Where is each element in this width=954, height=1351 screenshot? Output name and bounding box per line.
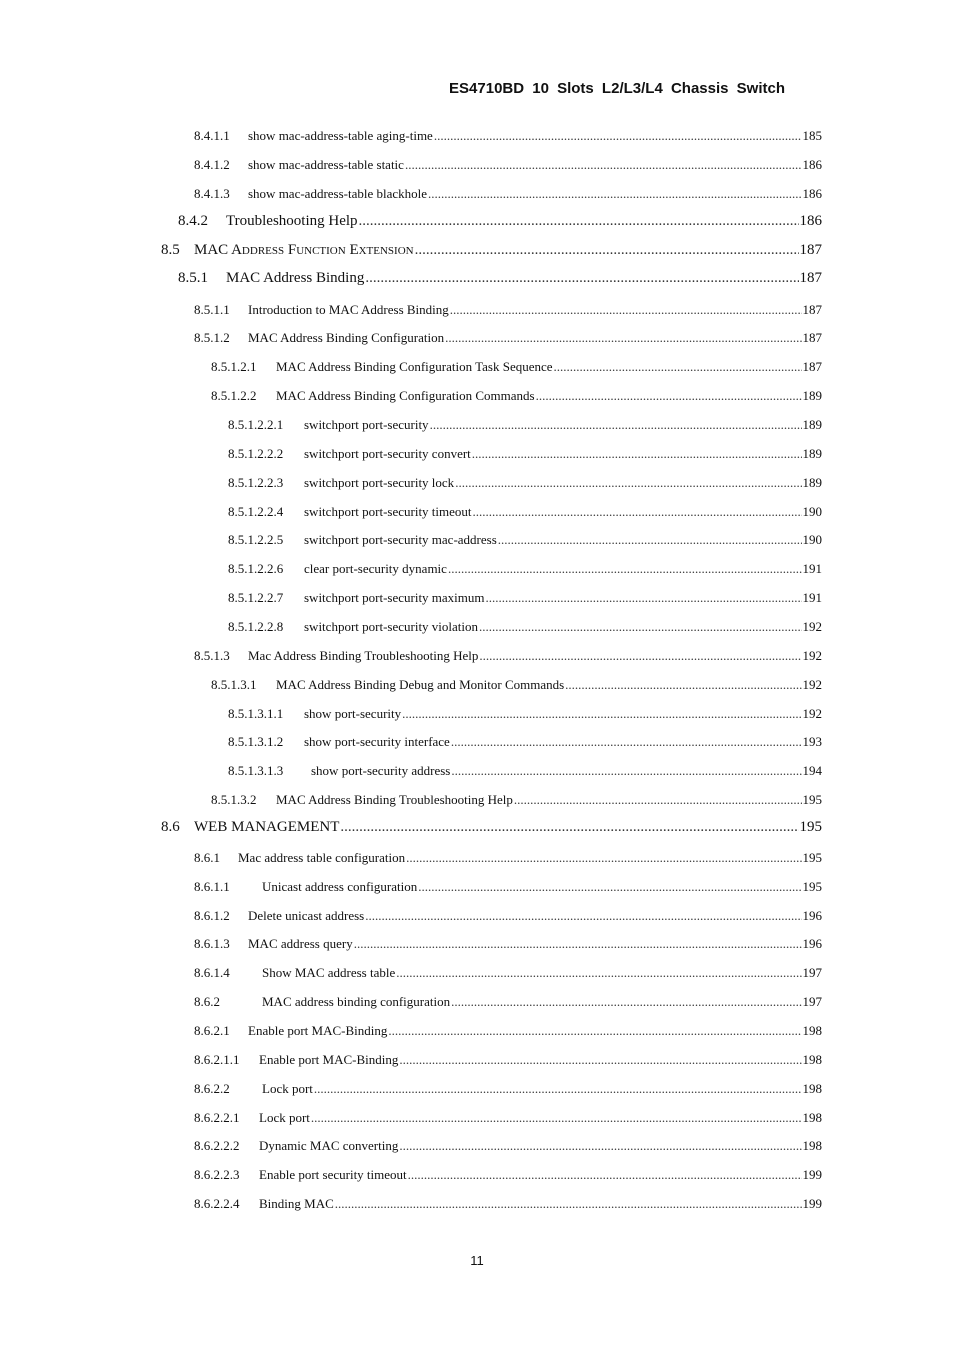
- toc-entry[interactable]: [194, 648, 822, 664]
- toc-entry-title: Mac address table configuration: [238, 850, 406, 865]
- toc-dot-leader: [472, 446, 802, 462]
- toc-entry[interactable]: [194, 157, 822, 173]
- toc-entry-title: Mac Address Binding Troubleshooting Help: [248, 648, 479, 663]
- toc-entry[interactable]: [194, 330, 822, 346]
- toc-entry-number: 8.5.1.3.1.1: [228, 706, 284, 721]
- toc-entry-title: MAC Address Binding Configuration: [248, 330, 445, 345]
- toc-entry-title: Enable port MAC-Binding: [248, 1023, 388, 1038]
- toc-entry-page: 186: [802, 157, 822, 172]
- toc-entry-number: 8.4.1.1: [194, 128, 230, 143]
- toc-entry-title: switchport port-security maximum: [304, 590, 485, 605]
- toc-entry[interactable]: [194, 965, 822, 981]
- toc-entry-page: 195: [799, 819, 822, 835]
- toc-entry-title: WEB MANAGEMENT: [194, 819, 340, 835]
- toc-entry-title: Delete unicast address: [248, 908, 365, 923]
- toc-dot-leader: [445, 330, 801, 346]
- toc-entry-title: show port-security address: [311, 763, 451, 778]
- toc-entry[interactable]: [194, 879, 822, 895]
- toc-entry-page: 197: [802, 965, 822, 980]
- toc-entry-number: 8.6.2.2.3: [194, 1167, 240, 1182]
- toc-dot-leader: [406, 850, 801, 866]
- toc-entry-number: 8.6: [161, 819, 180, 835]
- toc-entry-number: 8.5.1.1: [194, 302, 230, 317]
- toc-entry-page: 191: [802, 590, 822, 605]
- toc-entry-title: Enable port security timeout: [259, 1167, 407, 1182]
- toc-entry-number: 8.6.1.1: [194, 879, 230, 894]
- toc-entry-page: 187: [802, 302, 822, 317]
- toc-entry[interactable]: [194, 302, 822, 318]
- toc-entry[interactable]: [211, 359, 822, 375]
- toc-entry[interactable]: [194, 1167, 822, 1183]
- toc-entry-number: 8.6.1.3: [194, 936, 230, 951]
- toc-entry-title: show mac-address-table aging-time: [248, 128, 433, 143]
- toc-entry[interactable]: [194, 994, 822, 1010]
- toc-dot-leader: [455, 475, 801, 491]
- toc-entry[interactable]: [194, 128, 822, 144]
- toc-entry-number: 8.5.1.3: [194, 648, 230, 663]
- toc-entry-page: 189: [802, 446, 822, 461]
- toc-entry-page: 198: [802, 1052, 822, 1067]
- toc-entry[interactable]: [161, 819, 822, 836]
- toc-dot-leader: [479, 648, 801, 664]
- toc-entry-page: 196: [802, 908, 822, 923]
- toc-entry-page: 185: [802, 128, 822, 143]
- toc-dot-leader: [365, 908, 801, 924]
- toc-entry[interactable]: [228, 763, 822, 779]
- toc-dot-leader: [434, 128, 802, 144]
- toc-entry-number: 8.5.1.3.1: [211, 677, 257, 692]
- toc-dot-leader: [450, 302, 802, 318]
- toc-dot-leader: [473, 504, 802, 520]
- toc-dot-leader: [399, 1138, 801, 1154]
- toc-entry-number: 8.6.2.2: [194, 1081, 230, 1096]
- toc-dot-leader: [451, 734, 802, 750]
- toc-entry[interactable]: [228, 734, 822, 750]
- toc-entry-number: 8.6.2.2.1: [194, 1110, 240, 1125]
- toc-entry-title: switchport port-security mac-address: [304, 532, 497, 547]
- toc-dot-leader: [479, 619, 801, 635]
- toc-dot-leader: [451, 994, 801, 1010]
- toc-entry-page: 193: [802, 734, 822, 749]
- toc-entry[interactable]: [194, 1081, 822, 1097]
- toc-dot-leader: [311, 1110, 802, 1126]
- toc-entry[interactable]: [228, 446, 822, 462]
- toc-entry-page: 186: [799, 213, 822, 229]
- toc-entry-number: 8.5.1.2.2.2: [228, 446, 284, 461]
- toc-entry[interactable]: [228, 619, 822, 635]
- toc-entry-number: 8.5.1.2.2.1: [228, 417, 284, 432]
- toc-entry-number: 8.6.2.1.1: [194, 1052, 240, 1067]
- toc-dot-leader: [418, 879, 801, 895]
- toc-entry-title: switchport port-security lock: [304, 475, 455, 490]
- toc-entry-title: Unicast address configuration: [262, 879, 418, 894]
- toc-entry-title: MAC address query: [248, 936, 353, 951]
- toc-entry[interactable]: [194, 1196, 822, 1212]
- toc-dot-leader: [554, 359, 802, 375]
- toc-entry-number: 8.6.2.2.4: [194, 1196, 240, 1211]
- toc-dot-leader: [514, 792, 802, 808]
- toc-entry-page: 196: [802, 936, 822, 951]
- toc-entry-page: 198: [802, 1023, 822, 1038]
- toc-entry-number: 8.5.1.2.1: [211, 359, 257, 374]
- toc-entry-number: 8.5.1.2.2: [211, 388, 257, 403]
- toc-entry[interactable]: [228, 561, 822, 577]
- toc-dot-leader: [359, 213, 799, 230]
- toc-dot-leader: [340, 819, 798, 836]
- toc-dot-leader: [415, 242, 799, 259]
- document-header: ES4710BD 10 Slots L2/L3/L4 Chassis Switch: [449, 80, 785, 97]
- toc-entry-number: 8.5.1.2.2.6: [228, 561, 284, 576]
- toc-entry-title: show port-security: [304, 706, 402, 721]
- toc-entry-page: 190: [802, 532, 822, 547]
- toc-entry-page: 192: [802, 648, 822, 663]
- toc-entry-page: 198: [802, 1138, 822, 1153]
- toc-entry[interactable]: [194, 1023, 822, 1039]
- toc-entry-number: 8.5.1: [178, 270, 208, 286]
- toc-entry-page: 195: [802, 879, 822, 894]
- toc-entry[interactable]: [178, 213, 822, 230]
- toc-entry-number: 8.5.1.3.1.3: [228, 763, 284, 778]
- toc-entry-title: clear port-security dynamic: [304, 561, 447, 576]
- toc-entry-number: 8.4.1.3: [194, 186, 230, 201]
- toc-entry-page: 190: [802, 504, 822, 519]
- toc-entry[interactable]: [178, 270, 822, 287]
- toc-entry[interactable]: [228, 504, 822, 520]
- toc-entry[interactable]: [228, 475, 822, 491]
- toc-entry[interactable]: [194, 936, 822, 952]
- toc-entry-number: 8.5.1.3.1.2: [228, 734, 284, 749]
- toc-entry-title: show mac-address-table static: [248, 157, 404, 172]
- toc-dot-leader: [408, 1167, 802, 1183]
- toc-entry-number: 8.5.1.2.2.8: [228, 619, 284, 634]
- toc-dot-leader: [430, 417, 802, 433]
- toc-entry-number: 8.5.1.2.2.4: [228, 504, 284, 519]
- toc-entry-number: 8.5.1.2: [194, 330, 230, 345]
- toc-entry-title: Lock port: [259, 1110, 310, 1125]
- toc-dot-leader: [335, 1196, 802, 1212]
- toc-entry-title: MAC Address Binding Debug and Monitor Commands: [276, 677, 565, 692]
- toc-entry-title: Show MAC address table: [262, 965, 396, 980]
- toc-entry[interactable]: [194, 1110, 822, 1126]
- toc-dot-leader: [314, 1081, 802, 1097]
- toc-entry-number: 8.6.2.1: [194, 1023, 230, 1038]
- toc-entry-page: 191: [802, 561, 822, 576]
- toc-dot-leader: [565, 677, 801, 693]
- toc-entry-number: 8.5.1.2.2.3: [228, 475, 284, 490]
- toc-entry-title: Lock port: [262, 1081, 313, 1096]
- toc-dot-leader: [498, 532, 802, 548]
- toc-entry[interactable]: [211, 388, 822, 404]
- toc-entry-title: MAC address binding configuration: [262, 994, 451, 1009]
- toc-entry-page: 187: [799, 270, 822, 286]
- toc-entry-number: 8.6.2.2.2: [194, 1138, 240, 1153]
- toc-dot-leader: [405, 157, 802, 173]
- toc-entry-number: 8.6.1.2: [194, 908, 230, 923]
- toc-entry-page: 187: [799, 242, 822, 258]
- toc-entry[interactable]: [211, 792, 822, 808]
- toc-entry-title: MAC Address Binding Configuration Commands: [276, 388, 535, 403]
- toc-entry-title: MAC Address Binding: [226, 270, 365, 286]
- toc-dot-leader: [428, 186, 801, 202]
- toc-entry-number: 8.5.1.2.2.7: [228, 590, 284, 605]
- toc-dot-leader: [396, 965, 801, 981]
- toc-entry-page: 192: [802, 677, 822, 692]
- toc-dot-leader: [486, 590, 802, 606]
- toc-dot-leader: [365, 270, 798, 287]
- toc-entry-page: 189: [802, 475, 822, 490]
- toc-entry[interactable]: [194, 1138, 822, 1154]
- toc-entry[interactable]: [194, 908, 822, 924]
- toc-entry-title: switchport port-security: [304, 417, 429, 432]
- toc-entry-title: switchport port-security convert: [304, 446, 471, 461]
- toc-entry-page: 198: [802, 1081, 822, 1096]
- toc-entry[interactable]: [161, 242, 822, 259]
- toc-entry-page: 199: [802, 1167, 822, 1182]
- toc-entry-page: 192: [802, 619, 822, 634]
- toc-entry-page: 192: [802, 706, 822, 721]
- toc-entry-number: 8.6.1.4: [194, 965, 230, 980]
- toc-entry-number: 8.5.1.3.2: [211, 792, 257, 807]
- toc-entry-page: 187: [802, 330, 822, 345]
- toc-entry-number: 8.4.1.2: [194, 157, 230, 172]
- toc-dot-leader: [399, 1052, 801, 1068]
- page-number: 11: [470, 1253, 484, 1268]
- toc-entry-title: Dynamic MAC converting: [259, 1138, 399, 1153]
- toc-entry-title: switchport port-security violation: [304, 619, 479, 634]
- toc-entry-page: 195: [802, 850, 822, 865]
- toc-entry-number: 8.6.2: [194, 994, 220, 1009]
- toc-dot-leader: [451, 763, 801, 779]
- toc-dot-leader: [402, 706, 801, 722]
- toc-entry[interactable]: [194, 850, 822, 866]
- toc-entry-title: Enable port MAC-Binding: [259, 1052, 399, 1067]
- toc-entry[interactable]: [194, 186, 822, 202]
- toc-entry-page: 194: [802, 763, 822, 778]
- toc-entry[interactable]: [194, 1052, 822, 1068]
- toc-entry-title: show port-security interface: [304, 734, 450, 749]
- toc-entry-title: MAC Address Function Extension: [194, 242, 414, 258]
- toc-entry-page: 187: [802, 359, 822, 374]
- toc-entry[interactable]: [228, 706, 822, 722]
- toc-entry[interactable]: [228, 590, 822, 606]
- toc-entry-page: 195: [802, 792, 822, 807]
- toc-entry-number: 8.5.1.2.2.5: [228, 532, 284, 547]
- toc-entry-page: 198: [802, 1110, 822, 1125]
- toc-entry-page: 189: [802, 417, 822, 432]
- toc-entry-number: 8.4.2: [178, 213, 208, 229]
- toc-entry-page: 189: [802, 388, 822, 403]
- toc-dot-leader: [448, 561, 802, 577]
- toc-entry-title: Binding MAC: [259, 1196, 334, 1211]
- toc-entry-page: 197: [802, 994, 822, 1009]
- toc-entry[interactable]: [228, 532, 822, 548]
- toc-entry-title: Introduction to MAC Address Binding: [248, 302, 449, 317]
- toc-entry-number: 8.6.1: [194, 850, 220, 865]
- toc-entry-page: 199: [802, 1196, 822, 1211]
- toc-dot-leader: [354, 936, 802, 952]
- toc-entry-title: Troubleshooting Help: [226, 213, 358, 229]
- toc-entry-title: switchport port-security timeout: [304, 504, 472, 519]
- toc-entry-page: 186: [802, 186, 822, 201]
- toc-dot-leader: [388, 1023, 801, 1039]
- toc-dot-leader: [536, 388, 802, 404]
- toc-entry-number: 8.5: [161, 242, 180, 258]
- toc-entry-title: MAC Address Binding Configuration Task Sequence: [276, 359, 553, 374]
- toc-entry[interactable]: [211, 677, 822, 693]
- toc-entry[interactable]: [228, 417, 822, 433]
- toc-entry-title: MAC Address Binding Troubleshooting Help: [276, 792, 513, 807]
- toc-entry-title: show mac-address-table blackhole: [248, 186, 428, 201]
